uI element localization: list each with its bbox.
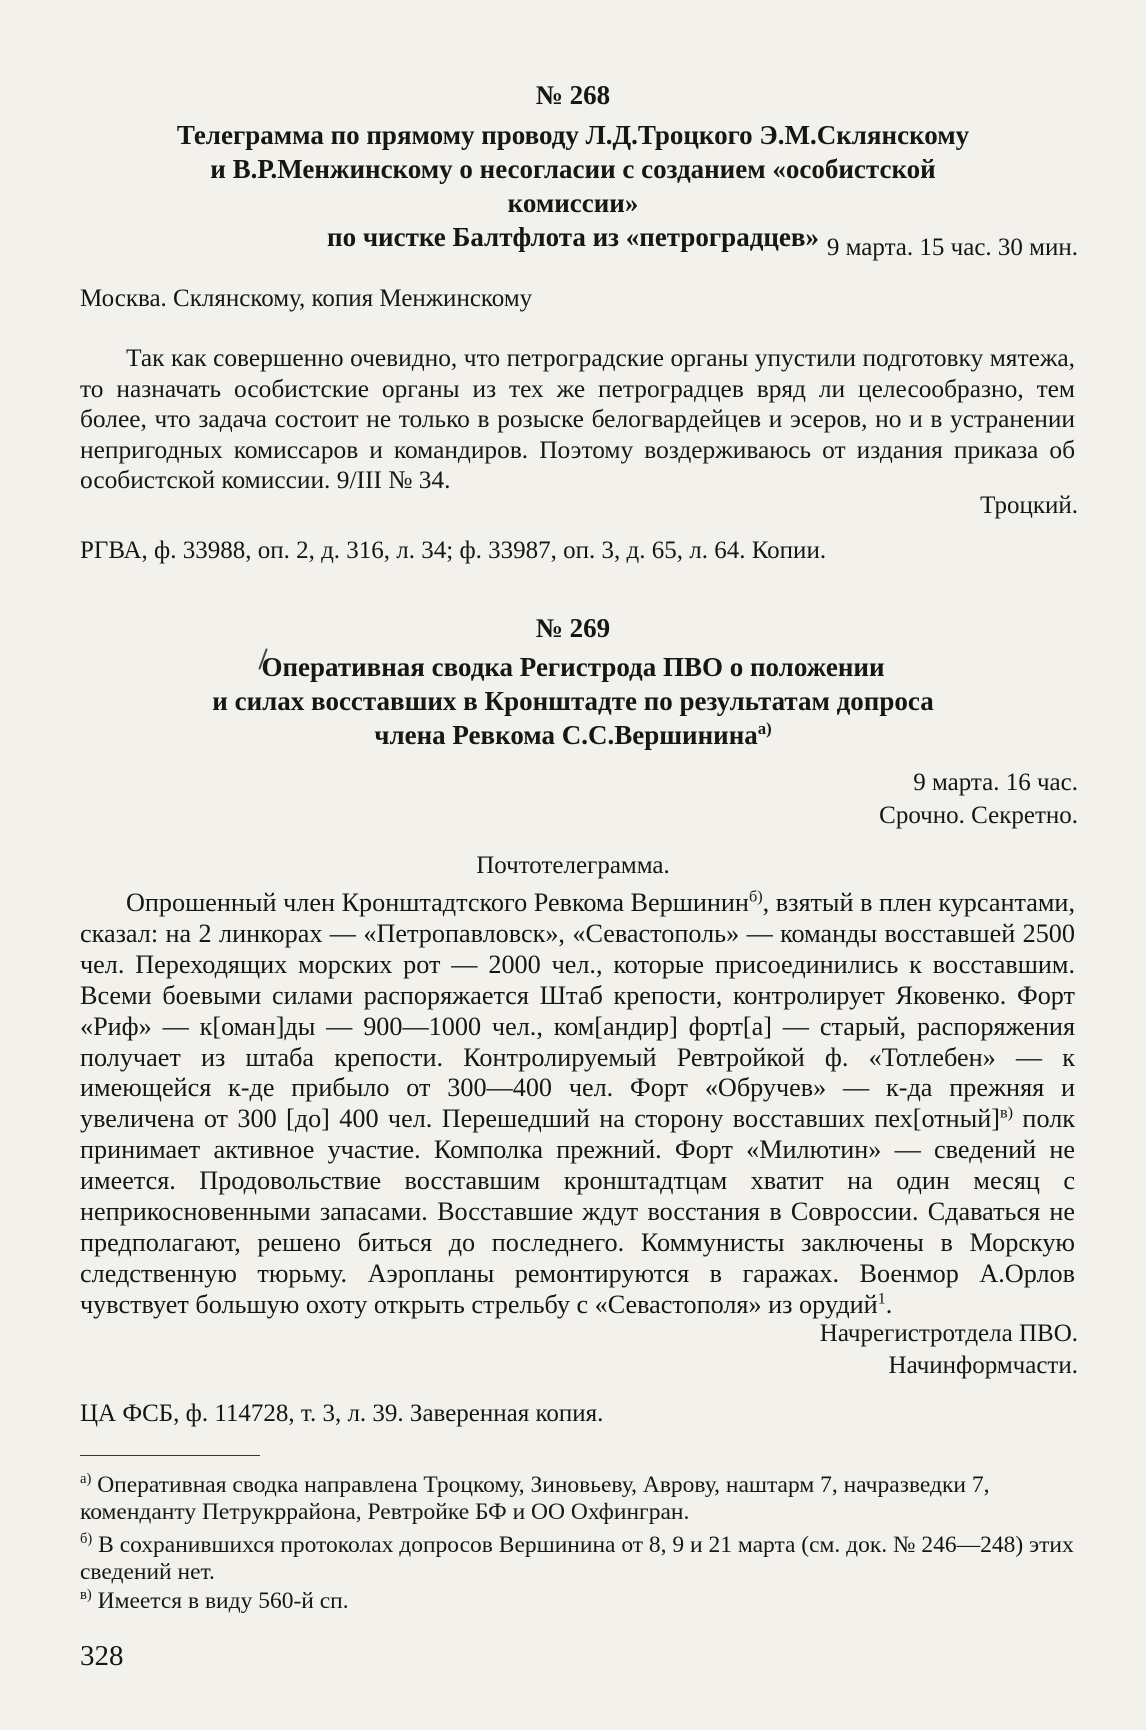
doc269-title-line: и силах восставших в Кронштадте по результатам допроса [212, 686, 934, 716]
endnote-ref-1: 1 [877, 1289, 886, 1308]
doc268-address: Москва. Склянскому, копия Менжинскому [80, 285, 533, 312]
doc269-source: ЦА ФСБ, ф. 114728, т. 3, л. 39. Заверенная копия. [80, 1400, 604, 1427]
doc269-body [80, 888, 1075, 1321]
doc268-title-line: по чистке Балтфлота из «петроградцев» [327, 222, 819, 252]
doc269-secrecy: Срочно. Секретно. [879, 802, 1078, 829]
doc268-title-line: Телеграмма по прямому проводу Л.Д.Троцкого Э.М.Склянскому [176, 120, 970, 150]
doc268-title-line: и В.Р.Менжинскому о несогласии с созданием «особистской комиссии» [210, 154, 936, 218]
page-number: 328 [80, 1640, 124, 1672]
doc269-sign-info: Начинформчасти. [888, 1352, 1078, 1379]
body-text: . [885, 1289, 893, 1319]
footnote-ref-b: б) [748, 887, 763, 906]
footnote [80, 1532, 1075, 1585]
footnote-text: Оперативная сводка направлена Троцкому, Зиновьеву, Аврову, наштарм 7, начразведки 7, коменданту Петрукррайона, Ревтройке БФ и ОО Охфингран. [80, 1472, 990, 1525]
body-text: полк принимает активное участие. Комполка прежний. Форт «Милютин» — сведений не имеется. Продовольствие восставшим кронштадтцам хватит на один месяц с неприкосновенными запасами. Восставшие ждут восстания в Совроссии. Сдаваться не предполагают, решено биться до последнего. Коммунисты заключены в Морскую следственную тюрьму. Аэропланы ремонтируются в гаражах. Военмор А.Орлов чувствует большую охоту открыть стрельбу с «Севастополя» из орудий [80, 1104, 1075, 1319]
footnote [80, 1472, 1075, 1525]
doc269-sign-head: Начрегистротдела ПВО. [819, 1320, 1078, 1347]
doc269-title-line [150, 718, 996, 752]
footnote-divider [80, 1455, 260, 1456]
doc269-number: № 269 [535, 613, 611, 643]
doc269-title-line-text: члена Ревкома С.С.Вершинина [374, 720, 758, 750]
doc268-date: 9 марта. 15 час. 30 мин. [826, 234, 1078, 261]
doc269-type: Почтотелеграмма. [476, 852, 670, 879]
body-text: Опрошенный член Кронштадтского Ревкома Вершинин [126, 888, 749, 917]
footnote-ref-a: а) [757, 719, 772, 738]
footnote-mark: а) [80, 1471, 92, 1488]
doc268-source: РГВА, ф. 33988, оп. 2, д. 316, л. 34; ф. 33987, оп. 3, д. 65, л. 64. Копии. [80, 537, 827, 564]
body-text: , взятый в плен курсантами, сказал: на 2 линкорах — «Петропавловск», «Севастополь» — команды восставшей 2500 чел. Переходящих морских рот — 2000 чел., которые присоединились к восставшим. Всеми боевыми силами распоряжается Штаб крепости, контролирует Яковенко. Форт «Риф» — к[оман]ды — 900—1000 чел., ком[андир] форт[а] — старый, распоряжения получает из штаба крепости. Контролируемый Ревтройкой ф. «Тотлебен» — к имеющейся к-де прибыло от 300—400 чел. Форт «Обручев» — к-да прежняя и увеличена от 300 [до] 400 чел. Перешедший на сторону восставших пех[отный] [80, 888, 1075, 1134]
doc269-title [150, 650, 996, 752]
doc269-title-line: Оперативная сводка Регистрода ПВО о положении [261, 652, 885, 682]
footnote-mark: б) [80, 1531, 93, 1548]
doc268-number: № 268 [535, 80, 611, 110]
doc269-date: 9 марта. 16 час. [913, 769, 1078, 796]
footnote [80, 1588, 1075, 1615]
footnote-ref-v: в) [999, 1103, 1014, 1122]
footnote-text: Имеется в виду 560-й сп. [91, 1588, 349, 1614]
doc268-body: Так как совершенно очевидно, что петроградские органы упустили подготовку мятежа, то назначать особистские органы из тех же петроградцев вряд ли целесообразно, тем более, что задача состоит не только в розыске белогвардейцев и эсеров, но и в устранении непригодных комиссаров и командиров. Поэтому воздерживаюсь от издания приказа об особистской комиссии. 9/III № 34. [80, 344, 1075, 494]
footnote-mark: в) [80, 1587, 92, 1604]
footnote-text: В сохранившихся протоколах допросов Вершинина от 8, 9 и 21 марта (см. док. № 246—248) этих сведений нет. [80, 1532, 1074, 1585]
doc268-signature: Троцкий. [980, 492, 1078, 519]
